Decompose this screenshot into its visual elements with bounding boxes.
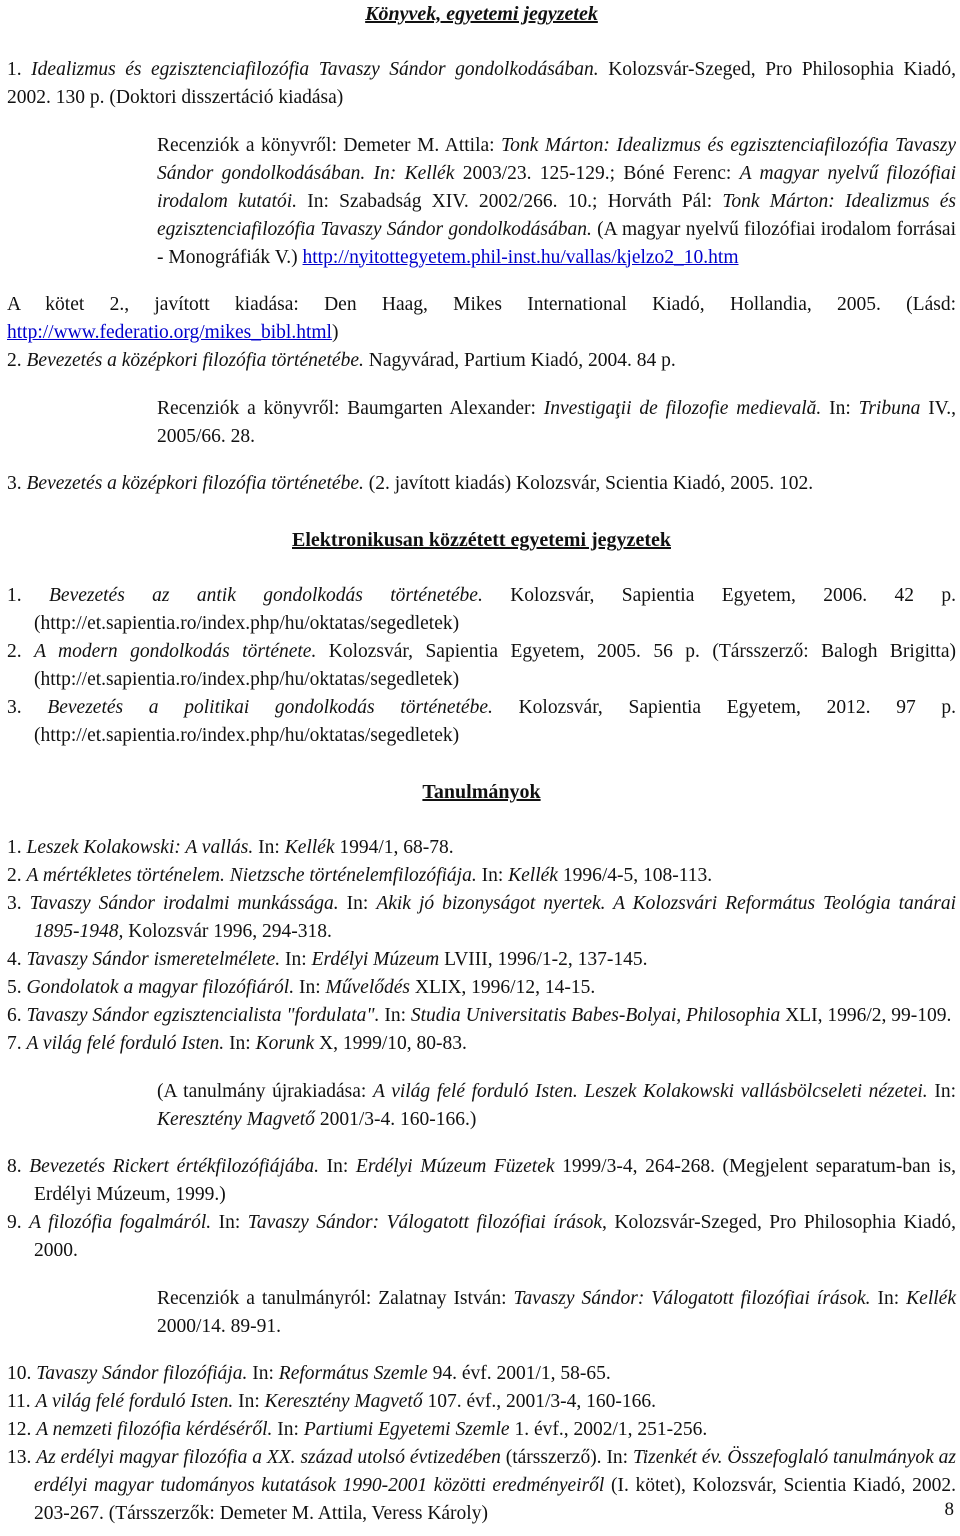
section-heading-studies: Tanulmányok [422, 781, 541, 803]
entry-number: 2. [7, 641, 22, 662]
entry-details: , Kolozsvár-Szeged, Pro Philosophia Kiadó, 2000. [34, 1212, 956, 1261]
entry-details: 2001/3-4. 160-166.) [314, 1108, 477, 1130]
entry-details: XLI, 1996/2, 99-109. [780, 1005, 952, 1026]
study-entry-2 [7, 862, 956, 890]
entry-details: 1996/4-5, 108-113. [557, 865, 713, 886]
entry-number: 12. [7, 1419, 32, 1440]
entry-in: In: [272, 1419, 304, 1440]
review-details: 2003/23. 125-129.; Bóné Ferenc: [454, 162, 740, 184]
entry-title: Tavaszy Sándor irodalmi munkássága. [29, 893, 339, 914]
electronic-entry-3 [7, 694, 956, 750]
entry-number: 5. [7, 977, 22, 998]
study-entry-6 [7, 1002, 956, 1030]
entry-in: In: [338, 893, 377, 914]
entry-details: (I. kötet), Kolozsvár, Scientia Kiadó, 2002. 203-267. (Társszerzők: Demeter M. Attila, Veress Károly) [34, 1475, 956, 1524]
entry-number: 7. [7, 1033, 22, 1054]
entry-in: In: [319, 1156, 356, 1177]
entry-details: 94. évf. 2001/1, 58-65. [427, 1363, 611, 1384]
study-9-reviews [7, 1285, 956, 1341]
journal-title: Tavaszy Sándor: Válogatott filozófiai írások [247, 1212, 603, 1233]
journal-title: Partiumi Egyetemi Szemle [303, 1419, 510, 1440]
review-intro: Recenziók a könyvről: Baumgarten Alexander: [157, 397, 544, 419]
closing-paren: ) [331, 322, 339, 343]
entry-in: (társszerző). In: [500, 1447, 633, 1468]
entry-title: Tavaszy Sándor filozófiája. [36, 1363, 248, 1384]
review-title: Tonk Márton: Idealizmus és egzisztenciafilozófia Tavaszy Sándor gondolkodásában. In: Kellék [157, 134, 956, 184]
entry-details: XLIX, 1996/12, 14-15. [409, 977, 596, 998]
review-title: Tonk Márton: Idealizmus és egzisztenciafilozófia Tavaszy Sándor gondolkodásában. [157, 190, 956, 240]
review-details: In: Szabadság XIV. 2002/266. 10.; Horváth Pál: [297, 190, 723, 212]
entry-title: Bevezetés a politikai gondolkodás történetébe. [47, 697, 493, 718]
entry-number: 3. [7, 893, 22, 914]
entry-title: Bevezetés Rickert értékfilozófiájába. [29, 1156, 320, 1177]
entry-in: In: [280, 949, 312, 970]
entry-details: 1999/3-4, 264-268. (Megjelent separatum-ban is, Erdélyi Múzeum, 1999.) [34, 1156, 957, 1205]
study-entry-9 [7, 1209, 956, 1265]
section-heading-books: Könyvek, egyetemi jegyzetek [365, 3, 598, 25]
review-title: Investigaţii de filozofie medievală. [543, 397, 822, 419]
entry-number: 11. [7, 1391, 31, 1412]
book-2-reviews [7, 395, 956, 451]
review-details: (A magyar nyelvű filozófiai irodalom forrásai - Monográfiák V.) [157, 218, 956, 268]
entry-subtitle: Nietzsche történelemfilozófiája. [229, 865, 477, 886]
study-entry-7 [7, 1030, 956, 1058]
entry-details: Kolozsvár, Sapientia Egyetem, 2005. 56 p. (Társszerző: Balogh Brigitta) (http://et.sapientia.ro/index.php/hu/oktatas/segedletek) [34, 641, 956, 690]
entry-details: 1994/1, 68-78. [334, 837, 454, 858]
journal-title: Korunk [255, 1033, 315, 1054]
entry-title: Leszek Kolakowski: A vallás. [26, 837, 254, 858]
study-entry-4 [7, 946, 956, 974]
study-entry-10 [7, 1360, 956, 1388]
journal-title: Erdélyi Múzeum [311, 949, 440, 970]
entry-number: 1. [7, 837, 22, 858]
book-1-reviews [7, 132, 956, 272]
entry-details: (2. javított kiadás) Kolozsvár, Scientia Kiadó, 2005. 102. [363, 473, 814, 494]
entry-title: A világ felé forduló Isten. [35, 1391, 234, 1412]
entry-in: In: [211, 1212, 248, 1233]
journal-title: Tizenkét év. Összefoglaló tanulmányok az erdélyi magyar tudományos kutatások 1990-2001 közötti eredményeiről [34, 1447, 957, 1496]
study-entry-11 [7, 1388, 956, 1416]
journal-title: Művelődés [325, 977, 410, 998]
entry-in: In: [224, 1033, 256, 1054]
electronic-entry-2 [7, 638, 956, 694]
entry-details: LVIII, 1996/1-2, 137-145. [439, 949, 648, 970]
second-edition-text: A kötet 2., javított kiadása: Den Haag, Mikes International Kiadó, Hollandia, 2005. (Lásd: [7, 294, 956, 315]
review-intro: Recenziók a könyvről: Demeter M. Attila: [157, 134, 502, 156]
journal-title: Kellék [906, 1287, 956, 1309]
entry-details: Kolozsvár, Sapientia Egyetem, 2006. 42 p. (http://et.sapientia.ro/index.php/hu/oktatas/segedletek) [34, 585, 957, 634]
entry-number: 9. [7, 1212, 22, 1233]
journal-title: Akik jó bizonyságot nyertek. A Kolozsvári Református Teológia tanárai 1895-1948, [34, 893, 957, 942]
entry-details: 1. évf., 2002/1, 251-256. [509, 1419, 708, 1440]
journal-title: Erdélyi Múzeum Füzetek [355, 1156, 555, 1177]
review-title: Tavaszy Sándor: Válogatott filozófiai írások. [513, 1287, 871, 1309]
journal-title: Kellék [284, 837, 335, 858]
entry-title: A modern gondolkodás története. [34, 641, 317, 662]
entry-number: 4. [7, 949, 22, 970]
book-entry-1 [7, 56, 956, 112]
entry-number: 8. [7, 1156, 22, 1177]
study-entry-3 [7, 890, 956, 946]
entry-details: X, 1999/10, 80-83. [314, 1033, 467, 1054]
journal-title: Református Szemle [278, 1363, 428, 1384]
entry-title: Tavaszy Sándor egzisztencialista "fordulata". [26, 1005, 380, 1026]
study-entry-12 [7, 1416, 956, 1444]
entry-number: 1. [7, 585, 22, 606]
book-1-second-edition [7, 291, 956, 347]
study-7-reprint-note [7, 1078, 956, 1134]
entry-title: A mértékletes történelem. [26, 865, 225, 886]
entry-title: Idealizmus és egzisztenciafilozófia Tavaszy Sándor gondolkodásában. [31, 59, 599, 80]
journal-title: Studia Universitatis Babes-Bolyai, Philosophia [410, 1005, 781, 1026]
entry-in: In: [294, 977, 326, 998]
entry-number: 2. [7, 350, 22, 371]
entry-in: In: [927, 1080, 956, 1102]
entry-title: A filozófia fogalmáról. [29, 1212, 212, 1233]
entry-title: Bevezetés a középkori filozófia történetébe. [26, 473, 364, 494]
federatio-link[interactable]: http://www.federatio.org/mikes_bibl.html [7, 322, 332, 343]
electronic-entry-1 [7, 582, 956, 638]
entry-in: In: [870, 1287, 907, 1309]
study-entry-13 [7, 1444, 956, 1528]
entry-number: 6. [7, 1005, 22, 1026]
entry-in: In: [253, 837, 285, 858]
page-number: 8 [944, 1499, 954, 1520]
review-details: In: [821, 397, 859, 419]
entry-number: 3. [7, 697, 22, 718]
entry-title: Bevezetés a középkori filozófia történetébe. [26, 350, 364, 371]
journal-title: Kellék [508, 865, 558, 886]
document-page [7, 0, 956, 1528]
entry-details: 2000/14. 89-91. [157, 1315, 282, 1337]
study-entry-1 [7, 834, 956, 862]
review-details: IV., 2005/66. 28. [157, 397, 956, 447]
entry-number: 2. [7, 865, 22, 886]
entry-title: Az erdélyi magyar filozófia a XX. század utolsó évtizedében [36, 1447, 501, 1468]
journal-title: Tribuna [858, 397, 921, 419]
entry-details: 107. évf., 2001/3-4, 160-166. [422, 1391, 657, 1412]
journal-title: Keresztény Magvető [157, 1108, 315, 1130]
entry-number: 13. [7, 1447, 32, 1468]
entry-in: In: [379, 1005, 411, 1026]
study-entry-8 [7, 1153, 956, 1209]
entry-title: Bevezetés az antik gondolkodás történetébe. [49, 585, 483, 606]
entry-details: Kolozsvár, Sapientia Egyetem, 2012. 97 p. (http://et.sapientia.ro/index.php/hu/oktatas/segedletek) [34, 697, 957, 746]
reprint-intro: (A tanulmány újrakiadása: [157, 1080, 373, 1102]
entry-details: Kolozsvár 1996, 294-318. [123, 921, 332, 942]
section-heading-electronic: Elektronikusan közzétett egyetemi jegyzetek [292, 529, 671, 551]
entry-in: In: [247, 1363, 279, 1384]
reprint-title: A világ felé forduló Isten. Leszek Kolakowski vallásbölcseleti nézetei. [372, 1080, 928, 1102]
entry-number: 10. [7, 1363, 32, 1384]
study-entry-5 [7, 974, 956, 1002]
entry-details: Nagyvárad, Partium Kiadó, 2004. 84 p. [363, 350, 676, 371]
entry-number: 1. [7, 59, 22, 80]
entry-in: In: [233, 1391, 265, 1412]
book-entry-3 [7, 470, 956, 498]
review-intro: Recenziók a tanulmányról: Zalatnay István: [157, 1287, 514, 1309]
book-entry-2 [7, 347, 956, 375]
entry-title: Gondolatok a magyar filozófiáról. [26, 977, 295, 998]
review-link[interactable]: http://nyitottegyetem.phil-inst.hu/vallas/kjelzo2_10.htm [302, 246, 739, 268]
entry-title: A világ felé forduló Isten. [26, 1033, 225, 1054]
entry-title: A nemzeti filozófia kérdéséről. [36, 1419, 273, 1440]
entry-number: 3. [7, 473, 22, 494]
entry-title: Tavaszy Sándor ismeretelmélete. [26, 949, 281, 970]
entry-in: In: [476, 865, 509, 886]
entry-details: Kolozsvár-Szeged, Pro Philosophia Kiadó, 2002. 130 p. (Doktori disszertáció kiadása) [7, 59, 956, 108]
review-title: A magyar nyelvű filozófiai irodalom kutatói. [157, 162, 956, 212]
journal-title: Keresztény Magvető [264, 1391, 423, 1412]
